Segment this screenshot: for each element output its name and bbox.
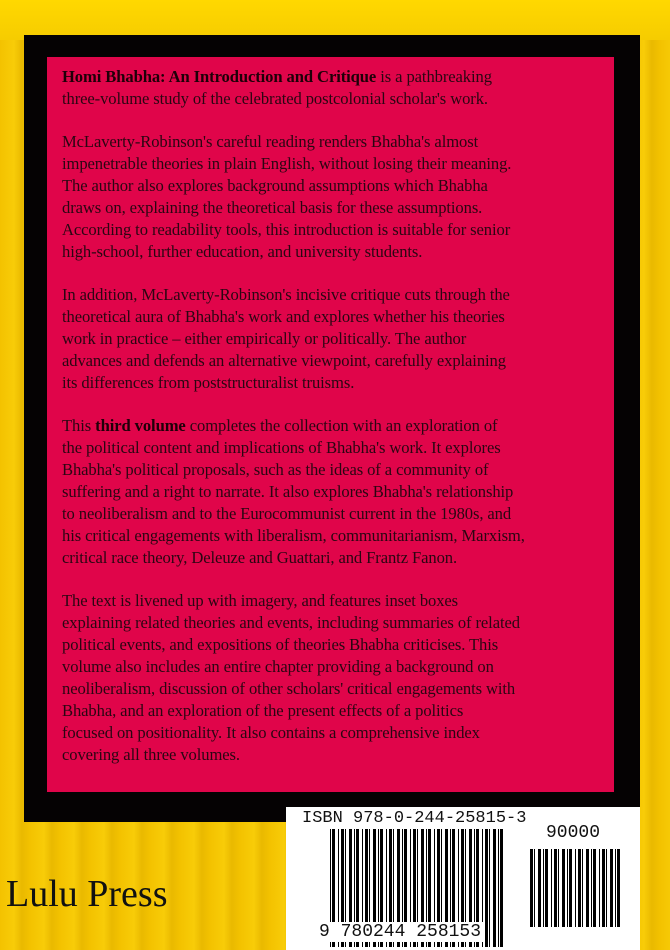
barcode-bar	[530, 849, 533, 927]
blurb-line: impenetrable theories in plain English, without losing their meaning.	[62, 154, 512, 173]
barcode-digits: 9 780244 258153	[319, 922, 482, 942]
blurb-paragraph	[62, 131, 614, 263]
isbn-text: ISBN 978-0-244-25815-3	[302, 809, 527, 828]
barcode-bar	[543, 849, 544, 927]
blurb-line: the political content and implications of Bhabha's work. It explores	[62, 438, 501, 457]
barcode-bar	[567, 849, 568, 927]
blurb-line: advances and defends an alternative viewpoint, carefully explaining	[62, 351, 506, 370]
blurb-line: neoliberalism, discussion of other scholars' critical engagements with	[62, 679, 516, 698]
barcode-bar	[615, 849, 616, 927]
blurb-line: covering all three volumes.	[62, 745, 240, 764]
barcode-bar	[500, 829, 503, 947]
blurb-line: explaining related theories and events, including summaries of related	[62, 613, 520, 632]
blurb-paragraph	[62, 66, 614, 110]
barcode-bar	[593, 849, 596, 927]
blurb-line: The text is livened up with imagery, and features inset boxes	[62, 591, 459, 610]
barcode-bar	[485, 829, 488, 947]
barcode-bar	[602, 849, 605, 927]
blurb-line: critical race theory, Deleuze and Guattari, and Frantz Fanon.	[62, 548, 458, 567]
bold-title-text: third volume	[95, 416, 186, 435]
blurb-line: work in practice – either empirically or politically. The author	[62, 329, 467, 348]
barcode-bar	[606, 849, 607, 927]
blurb-line	[62, 415, 614, 437]
blurb-line: suffering and a right to narrate. It also explores Bhabha's relationship	[62, 482, 514, 501]
blurb-text: completes the collection with an exploration of	[185, 416, 498, 435]
blurb-panel	[47, 57, 614, 792]
blurb-line: Bhabha, and an exploration of the present effects of a politics	[62, 701, 464, 720]
blurb-line: high-school, further education, and university students.	[62, 242, 423, 261]
blurb-line: his critical engagements with liberalism, communitarianism, Marxism,	[62, 526, 525, 545]
barcode-bar	[538, 849, 541, 927]
blurb-paragraph	[62, 415, 614, 569]
barcode-bar	[569, 849, 572, 927]
blurb-text: This	[62, 416, 96, 435]
publisher-name: Lulu Press	[6, 873, 168, 915]
barcode-bar	[545, 849, 548, 927]
barcode-bar	[558, 849, 559, 927]
blurb-line: According to readability tools, this introduction is suitable for senior	[62, 220, 511, 239]
blurb-line: theoretical aura of Bhabha's work and explores whether his theories	[62, 307, 505, 326]
cover-background-top	[0, 0, 670, 40]
barcode-bar	[617, 849, 620, 927]
blurb-line: In addition, McLaverty-Robinson's incisive critique cuts through the	[62, 285, 510, 304]
barcode-bar	[591, 849, 592, 927]
price-code: 90000	[546, 823, 601, 843]
blurb-line: its differences from poststructuralist truisms.	[62, 373, 355, 392]
barcode-bar	[586, 849, 589, 927]
blurb-line: to neoliberalism and to the Eurocommunist current in the 1980s, and	[62, 504, 512, 523]
blurb-paragraph	[62, 284, 614, 394]
barcode-bar	[582, 849, 583, 927]
barcode-bar	[562, 849, 565, 927]
barcode-bar	[554, 849, 557, 927]
blurb-text: is a pathbreaking	[376, 67, 492, 86]
bold-title-text: Homi Bhabha: An Introduction and Critique	[62, 67, 377, 86]
blurb-line: political events, and expositions of theories Bhabha criticises. This	[62, 635, 499, 654]
blurb-line: focused on positionality. It also contains a comprehensive index	[62, 723, 480, 742]
blurb-line: three-volume study of the celebrated postcolonial scholar's work.	[62, 89, 488, 108]
barcode-bar	[534, 849, 535, 927]
barcode-bar	[498, 829, 499, 947]
barcode-bar	[489, 829, 490, 947]
barcode-bar	[551, 849, 552, 927]
blurb-line: McLaverty-Robinson's careful reading renders Bhabha's almost	[62, 132, 479, 151]
blurb-line: The author also explores background assumptions which Bhabha	[62, 176, 488, 195]
barcode-bar	[575, 849, 576, 927]
barcode-bar	[610, 849, 613, 927]
blurb-line: Bhabha's political proposals, such as the ideas of a community of	[62, 460, 489, 479]
barcode-bar	[578, 849, 581, 927]
blurb-line: volume also includes an entire chapter providing a background on	[62, 657, 494, 676]
barcode-label	[286, 807, 640, 950]
blurb-line: draws on, explaining the theoretical basis for these assumptions.	[62, 198, 483, 217]
blurb-paragraph	[62, 590, 614, 766]
barcode-bar	[599, 849, 600, 927]
blurb-line	[62, 66, 614, 88]
barcode-bar	[493, 829, 496, 947]
